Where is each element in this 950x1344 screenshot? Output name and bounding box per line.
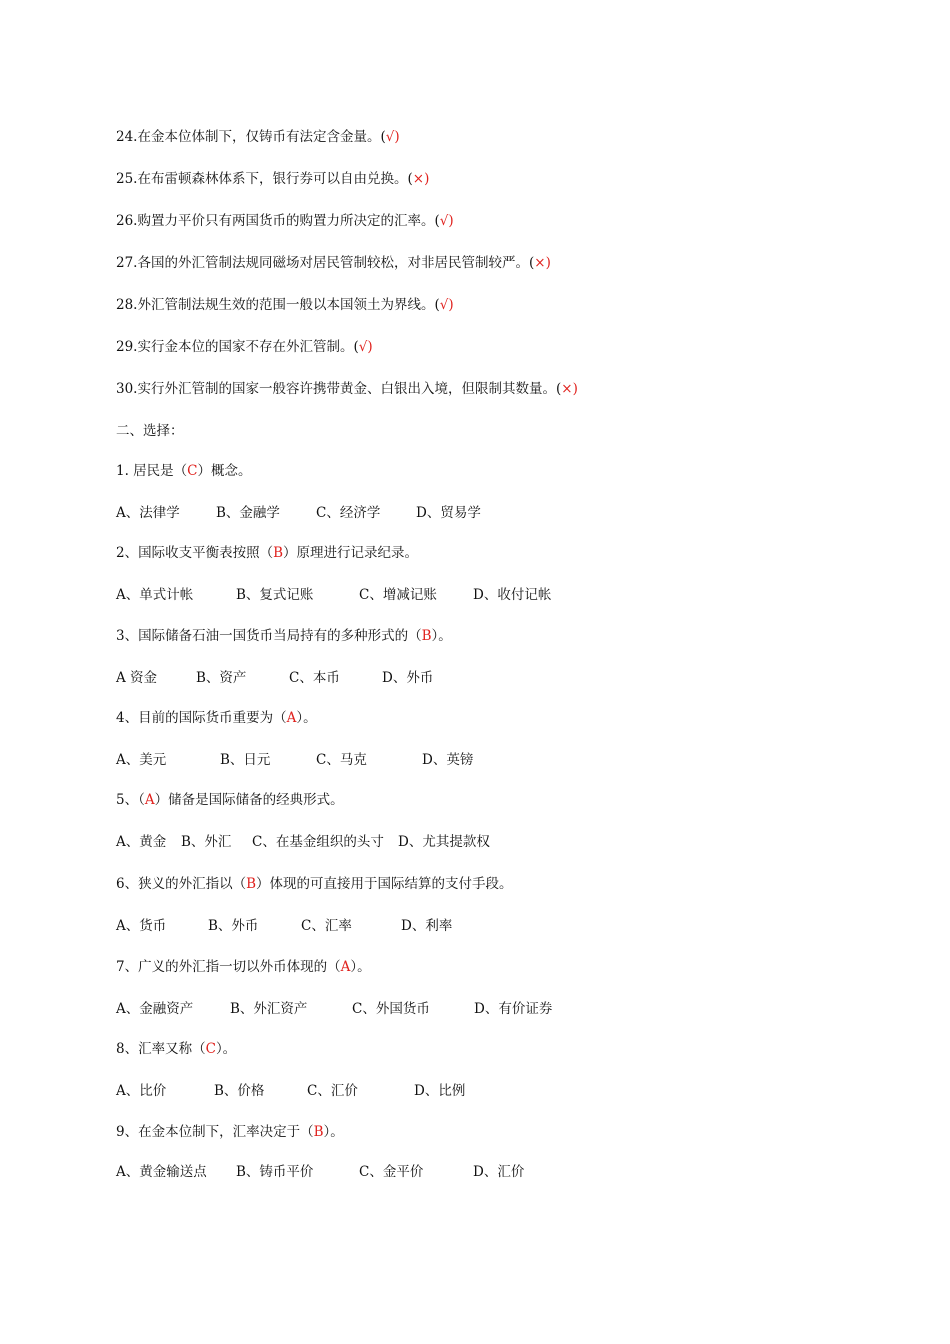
- question-8: [116, 1041, 236, 1057]
- question-answer: B: [313, 1124, 324, 1140]
- question-text-pre: 7、广义的外汇指一切以外币体现的（: [116, 959, 341, 975]
- option-c: C、马克: [316, 752, 367, 768]
- judgment-answer: ×: [534, 255, 546, 271]
- judgment-text: 25.在布雷顿森林体系下，银行券可以自由兑换。(: [116, 171, 413, 187]
- option-b: B、外汇: [181, 834, 232, 850]
- option-d: D、英镑: [422, 752, 474, 768]
- question-2: [116, 545, 418, 561]
- option-d: D、收付记帐: [473, 587, 552, 603]
- option-b: B、复式记账: [236, 587, 314, 603]
- option-d: D、外币: [382, 670, 434, 686]
- options-2: [116, 587, 551, 603]
- judgment-answer: ×: [412, 171, 425, 187]
- question-text-pre: 2、国际收支平衡表按照（: [116, 545, 274, 561]
- option-a: A、货币: [116, 918, 167, 934]
- judgment-text: 29.实行金本位的国家不存在外汇管制。(: [116, 339, 359, 355]
- option-a: A、比价: [116, 1083, 167, 1099]
- question-text-pre: 5、（: [116, 792, 145, 808]
- option-c: C、汇价: [307, 1083, 358, 1099]
- option-b: B、铸币平价: [236, 1164, 314, 1180]
- option-c: C、增减记账: [359, 587, 437, 603]
- question-4: [116, 710, 317, 726]
- option-b: B、外汇资产: [230, 1001, 308, 1017]
- options-3: [116, 670, 433, 686]
- judgment-answer: √: [439, 213, 449, 229]
- judgment-close: ): [367, 339, 373, 355]
- judgment-answer: √: [439, 297, 449, 313]
- judgment-answer: ×: [561, 381, 573, 397]
- question-answer: A: [340, 959, 351, 975]
- judgment-answer: √: [358, 339, 368, 355]
- option-a: A、黄金输送点: [116, 1164, 207, 1180]
- judgment-close: ): [424, 171, 430, 187]
- question-text-pre: 3、国际储备石油一国货币当局持有的多种形式的（: [116, 628, 422, 644]
- options-5: [116, 834, 490, 850]
- question-3: [116, 628, 452, 644]
- question-answer: B: [273, 545, 284, 561]
- question-text-pre: 6、狭义的外汇指以（: [116, 876, 247, 892]
- question-answer: C: [205, 1041, 216, 1057]
- question-text-pre: 9、在金本位制下，汇率决定于（: [116, 1124, 314, 1140]
- question-text-post: ）。: [350, 959, 371, 975]
- judgment-close: ): [448, 297, 454, 313]
- question-1: [116, 463, 252, 479]
- judgment-item-28: [116, 297, 454, 313]
- judgment-text: 30.实行外汇管制的国家一般容许携带黄金、白银出入境，但限制其数量。(: [116, 381, 562, 397]
- option-a: A、单式计帐: [116, 587, 194, 603]
- judgment-item-30: [116, 381, 578, 397]
- question-text-pre: 8、汇率又称（: [116, 1041, 206, 1057]
- judgment-text: 26.购置力平价只有两国货币的购置力所决定的汇率。(: [116, 213, 440, 229]
- question-text-pre: 1. 居民是（: [116, 463, 188, 479]
- section-heading: 二、选择：: [116, 423, 184, 439]
- options-1: [116, 505, 481, 521]
- option-a: A、金融资产: [116, 1001, 194, 1017]
- judgment-item-26: [116, 213, 454, 229]
- question-text-post: ）。: [431, 628, 452, 644]
- question-6: [116, 876, 513, 892]
- option-c: C、金平价: [359, 1164, 424, 1180]
- question-9: [116, 1124, 344, 1140]
- option-c: C、经济学: [316, 505, 381, 521]
- question-7: [116, 959, 371, 975]
- judgment-text: 24.在金本位体制下，仅铸币有法定含金量。(: [116, 129, 386, 145]
- question-text-post: ）体现的可直接用于国际结算的支付手段。: [256, 876, 513, 892]
- judgment-close: ): [394, 129, 400, 145]
- options-4: [116, 752, 473, 768]
- question-answer: C: [187, 463, 198, 479]
- question-text-post: ）储备是国际储备的经典形式。: [154, 792, 344, 808]
- options-8: [116, 1083, 465, 1099]
- question-5: [116, 792, 344, 808]
- judgment-text: 27.各国的外汇管制法规同磁场对居民管制较松，对非居民管制较严。(: [116, 255, 535, 271]
- option-d: D、有价证券: [474, 1001, 553, 1017]
- option-c: C、本币: [289, 670, 340, 686]
- options-7: [116, 1001, 552, 1017]
- judgment-item-24: [116, 129, 400, 145]
- option-d: D、汇价: [473, 1164, 525, 1180]
- question-text-post: ）概念。: [197, 463, 252, 479]
- question-answer: A: [286, 710, 297, 726]
- question-text-post: ）。: [323, 1124, 344, 1140]
- judgment-text: 28.外汇管制法规生效的范围一般以本国领土为界线。(: [116, 297, 440, 313]
- option-b: B、资产: [196, 670, 247, 686]
- judgment-item-25: [116, 171, 429, 187]
- option-c: C、外国货币: [352, 1001, 430, 1017]
- option-d: D、尤其提款权: [398, 834, 490, 850]
- option-d: D、利率: [401, 918, 453, 934]
- question-text-post: ）原理进行记录纪录。: [283, 545, 419, 561]
- option-d: D、贸易学: [416, 505, 481, 521]
- options-9: [116, 1164, 524, 1180]
- question-answer: A: [144, 792, 155, 808]
- judgment-answer: √: [385, 129, 395, 145]
- question-answer: B: [246, 876, 257, 892]
- question-text-pre: 4、目前的国际货币重要为（: [116, 710, 287, 726]
- judgment-close: ): [545, 255, 551, 271]
- option-a: A 资金: [116, 670, 158, 686]
- judgment-close: ): [448, 213, 454, 229]
- judgment-item-29: [116, 339, 373, 355]
- judgment-item-27: [116, 255, 551, 271]
- option-a: A、法律学: [116, 505, 180, 521]
- option-b: B、外币: [208, 918, 259, 934]
- question-text-post: ）。: [215, 1041, 237, 1057]
- option-b: B、价格: [214, 1083, 265, 1099]
- options-6: [116, 918, 452, 934]
- option-b: B、金融学: [216, 505, 280, 521]
- judgment-close: ): [572, 381, 578, 397]
- option-a: A、黄金: [116, 834, 167, 850]
- option-d: D、比例: [414, 1083, 466, 1099]
- option-a: A、美元: [116, 752, 167, 768]
- option-c: C、在基金组织的头寸: [252, 834, 384, 850]
- option-c: C、汇率: [301, 918, 352, 934]
- option-b: B、日元: [220, 752, 271, 768]
- question-text-post: ）。: [296, 710, 317, 726]
- question-answer: B: [421, 628, 432, 644]
